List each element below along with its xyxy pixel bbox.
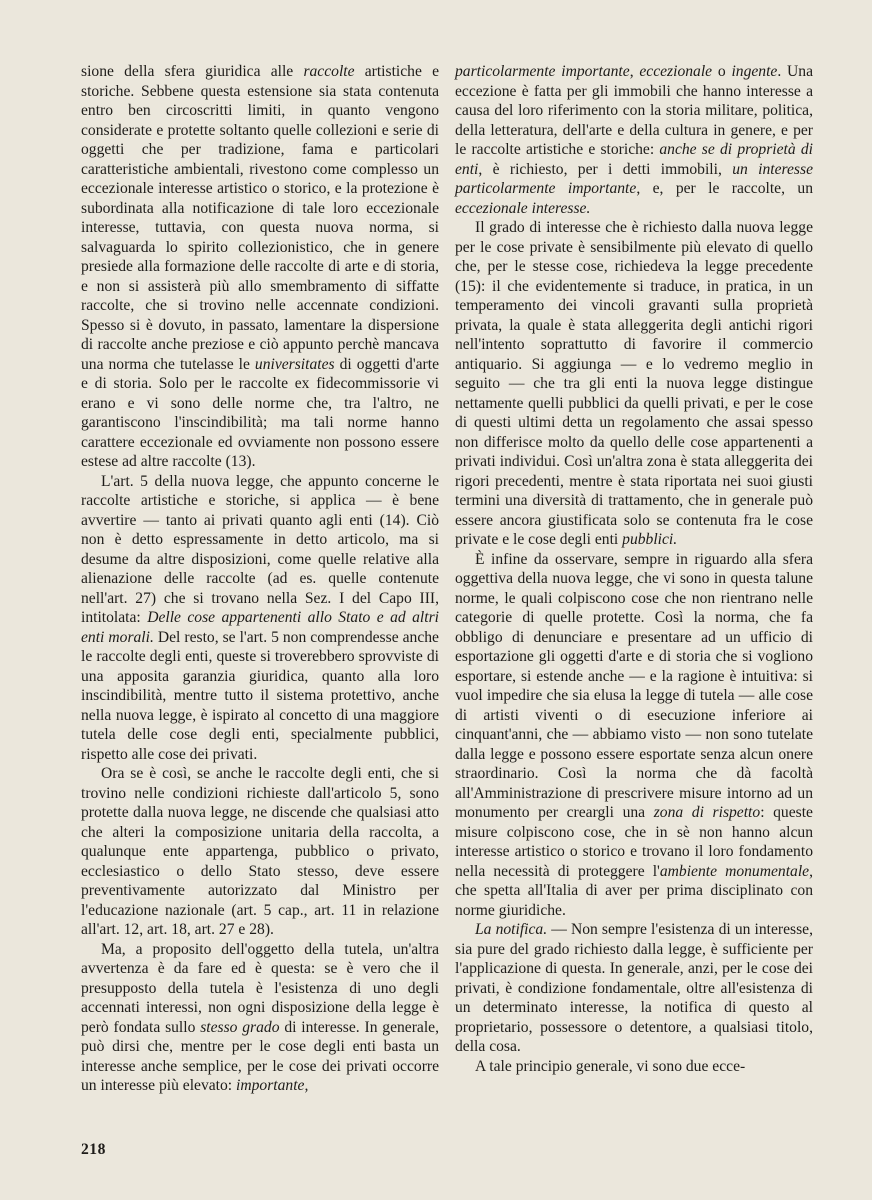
italic-text: pubblici. [622, 531, 678, 548]
italic-text: Delle cose appartenenti allo Stato e ad altri enti morali. [81, 609, 439, 646]
left-column [81, 62, 439, 1096]
text-run: , e, per le raccolte, un [636, 180, 813, 197]
paragraph [455, 920, 813, 1057]
text-run: , è richiesto, per i detti immobili, [478, 160, 733, 178]
text-run: L'art. 5 della nuova legge, che appunto concerne le raccolte artistiche e storiche, si applica — è bene avvertire — tanto ai privati quanto agli enti (14). Ciò non è detto espressamente in detto articolo, ma si desume da altre disposizioni, come quelle relative alla alienazione delle raccolte (ad es. quelle contenute nell'art. 27) che si trovano nella Sez. I del Capo III, intitolata: [81, 472, 439, 626]
text-run: di oggetti d'arte e di storia. Solo per le raccolte ex fidecommissorie vi erano e vi sono delle norme che, tra l'altro, ne garantiscono l'inscindibilità; ma tali norme hanno carattere eccezionale ed ovviamente non possono essere estese ad altre raccolte (13). [81, 355, 439, 470]
italic-text: La notifica. [475, 921, 548, 938]
text-run: o [712, 63, 732, 80]
italic-text: particolarmente importante [455, 63, 630, 80]
italic-text: zona di rispetto [653, 804, 761, 821]
text-run: sione della sfera giuridica alle [81, 63, 304, 80]
text-run: È infine da osservare, sempre in riguardo alla sfera oggettiva della nuova legge, che vi sono in questa talune norme, le quali colpiscono cose che non rientrano nelle categorie di quelle protette. Così la norma, che fa obbligo di denunciare e presentare ad un ufficio di esportazione gli oggetti d'arte e di storia che si vogliono esportare, si estende anche — e la ragione è intuitiva: si vuol impedire che sia elusa la legge di tutela — alle cose di artisti viventi o di esecuzione inferiore ai cinquant'anni, che — abbiamo visto — non sono tutelate dalla legge e possono essere esportate senza alcun onere straordinario. Così la norma che dà facoltà all'Amministrazione di prescrivere misure intorno ad un monumento per creargli una [455, 550, 813, 821]
text-run: , che spetta all'Italia di aver per prima disciplinato con norme giuridiche. [455, 862, 814, 919]
text-run: : queste misure colpiscono cose, che in sè non hanno alcun interesse artistico o storico e trovano il loro fondamento nella necessità di proteggere l' [455, 804, 813, 880]
italic-text: un interesse particolarmente importante [455, 160, 813, 197]
paragraph [81, 940, 439, 1096]
text-run: Il grado di interesse che è richiesto dalla nuova legge per le cose private è sensibilmente più elevato di quello che, per le stesse cose, richiedeva la legge precedente (15): il che evidentemente si traduce, in pratica, in un temperamento dei vincoli gravanti sulla proprietà privata, la quale è stata alleggerita degli antichi rigori nell'intento soprattutto di favorire il commercio antiquario. Si aggiunga — e lo vedremo meglio in seguito — che tra gli enti la nuova legge distingue nettamente quelli pubblici da quelli privati, e per le cose di questi ultimi detta un regolamento che assai spesso non differisce molto da quello delle cose appartenenti a privati individui. Così un'altra zona è stata alleggerita dei rigori precedenti, mentre è stata riportata nei suoi giusti termini una diversità di trattamento, che in generale può essere ancora giustificata solo se contenuta fra le cose private e le cose degli enti [455, 219, 813, 548]
right-column [455, 62, 813, 1076]
paragraph [455, 218, 813, 550]
text-run: — Non sempre l'esistenza di un interesse, sia pure del grado richiesto dalla legge, è sufficiente per l'applicazione di questa. In generale, anzi, per le cose dei privati, è condizione fondamentale, oltre all'esistenza di un determinato interesse, la notifica di questo al proprietario, possessore o detentore, a qualsiasi titolo, della cosa. [455, 921, 813, 1055]
paragraph [455, 1057, 813, 1077]
italic-text: stesso grado [200, 1018, 280, 1036]
text-run: , [629, 63, 640, 80]
text-run: artistiche e storiche. Sebbene questa estensione sia stata contenuta entro ben circoscritti limiti, in quanto vengono considerate e protette soltanto quelle collezioni e serie di oggetti che per tradizione, fama e particolari caratteristiche ambientali, rivestono come complesso un eccezionale interesse artistico o storico, e la protezione è subordinata alla notificazione di tale loro eccezionale interesse, tuttavia, con questa nuova norma, si salvaguarda lo spirito collezionistico, che in genere presiede alla formazione delle raccolte di arte e di storia, e non si assisterà più allo smembramento di siffatte raccolte, che si trovino nelle accennate condizioni. Spesso si è dovuto, in passato, lamentare la dispersione di raccolte anche preziose e ciò appunto perchè mancava una norma che tutelasse le [81, 63, 439, 373]
paragraph [455, 62, 813, 218]
italic-text: importante, [236, 1077, 309, 1094]
italic-text: eccezionale interesse. [455, 199, 591, 217]
text-run: Ma, a proposito dell'oggetto della tutela, un'altra avvertenza è da fare ed è questa: se è vero che il presupposto della tutela è l'esistenza di uno degli accennati interessi, non ogni disposizione della legge è però fondata sullo [81, 940, 439, 1036]
text-run: Ora se è così, se anche le raccolte degli enti, che si trovino nelle condizioni richieste dall'articolo 5, sono protette dalla nuova legge, ne discende che qualsiasi atto che alteri la composizione unitaria della raccolta, a qualunque ente appartenga, pubblico o privato, ecclesiastico o dello Stato stesso, deve essere preventivamente autorizzato dal Ministro per l'educazione nazionale (art. 5 cap., art. 11 in relazione all'art. 12, art. 18, art. 27 e 28). [81, 765, 439, 938]
paragraph [81, 472, 439, 765]
text-run: . Una eccezione è fatta per gli immobili che hanno interesse a causa del loro riferimento con la storia militare, politica, della letteratura, dell'arte e della cultura in genere, e per le raccolte artistiche e storiche: [455, 63, 813, 158]
italic-text: universitates [254, 355, 335, 373]
text-run: A tale principio generale, vi sono due ecce- [475, 1057, 746, 1075]
text-run: di interesse. In generale, può dirsi che, mentre per le cose degli enti basta un interesse anche semplice, per le cose dei privati occorre un interesse più elevato: [81, 1018, 439, 1094]
italic-text: anche se di proprietà di enti [455, 141, 813, 178]
paragraph [81, 62, 439, 472]
paragraph [455, 550, 813, 921]
italic-text: ambiente monumentale [659, 862, 810, 880]
italic-text: raccolte [303, 63, 355, 80]
paragraph [81, 764, 439, 940]
italic-text: eccezionale [639, 63, 713, 80]
text-run: Del resto, se l'art. 5 non comprendesse anche le raccolte degli enti, queste si troverebbero sprovviste di una apposita garanzia giuridica, quanto alla loro inscindibilità, mentre tutto il sistema protettivo, anche nella nuova legge, è ispirato al concetto di una maggiore tutela delle cose degli enti, specialmente pubblici, rispetto alle cose dei privati. [81, 628, 439, 763]
italic-text: ingente [731, 63, 778, 80]
page-number: 218 [81, 1141, 106, 1158]
